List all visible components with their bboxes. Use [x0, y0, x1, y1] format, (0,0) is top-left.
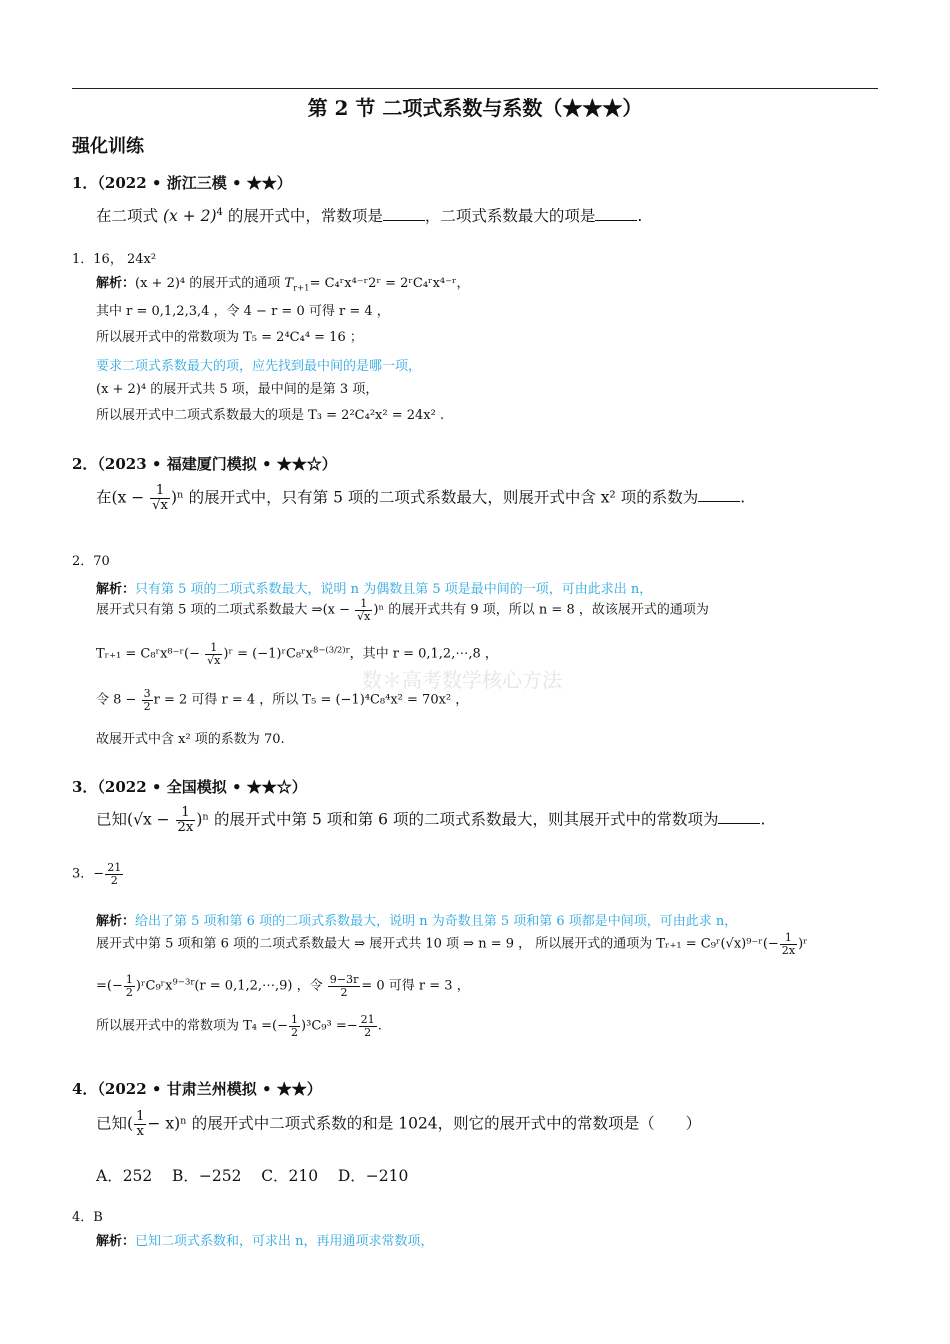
q1-solution-line-3: 所以展开式中的常数项为 T₅ = 2⁴C₄⁴ = 16 ；	[96, 330, 363, 345]
q4-stem: 已知( $\frac{1}{x}$ − x)ⁿ 的展开式中二项式系数的和是 1024，则它的展开式中的常数项是（ ）	[96, 1109, 702, 1139]
q2-stem: 在(x − $\frac{1}{√x}$ )ⁿ 的展开式中，只有第 5 项的二项式系数最大，则展开式中含 x² 项的系数为 .	[96, 483, 746, 513]
section-heading: 强化训练	[72, 136, 144, 157]
q4-stem-fraction: $\frac{1}{x}$	[136, 1109, 145, 1139]
q4-number: 4．（2022 • 甘肃兰州模拟 • ★★）	[72, 1080, 322, 1098]
q2-answer: 2．70	[72, 554, 110, 569]
top-rule	[72, 88, 878, 89]
q1-solution-line-5: 所以展开式中二项式系数最大的项是 T₃ = 2²C₄²x² = 24x² .	[96, 408, 445, 423]
page-title: 第 2 节 二项式系数与系数（★★★）	[307, 96, 643, 120]
q3-number: 3．（2022 • 全国模拟 • ★★☆）	[72, 778, 307, 796]
q3-l3-fraction-a: $\frac{1}{2}$	[291, 1013, 299, 1039]
q2-l1-fraction: $\frac{1}{√x}$	[357, 597, 371, 623]
q4-option-a: A．252	[96, 1167, 153, 1185]
q4-hint: 解析：已知二项式系数和，可求出 n，再用通项求常数项，	[96, 1234, 434, 1249]
q1-stem: 在二项式 $(x + 2)^4$ 的展开式中，常数项是 ，二项式系数最大的项是 .	[96, 206, 643, 225]
q2-solution-line-1: 展开式只有第 5 项的二项式系数最大 ⇒(x − $\frac{1}{√x}$ )ⁿ 的展开式共有 9 项，所以 n = 8 ，故该展开式的通项为	[96, 597, 709, 623]
q1-blank-2	[595, 208, 637, 221]
q3-l2-fraction-b: $\frac{9-3r}{2}$	[329, 973, 359, 999]
q2-stem-fraction: $\frac{1}{√x}$	[152, 483, 168, 513]
q3-stem: 已知(√x − $\frac{1}{2x}$ )ⁿ 的展开式中第 5 项和第 6 项的二项式系数最大，则其展开式中的常数项为 .	[96, 805, 766, 835]
q3-answer: 3．− $\frac{21}{2}$	[72, 861, 122, 887]
q3-solution-line-1: 展开式中第 5 项和第 6 项的二项式系数最大 ⇒ 展开式共 10 项 ⇒ n = 9 ， 所以展开式的通项为 Tᵣ₊₁ = C₉ʳ(√x)⁹⁻ʳ(− $\frac{1}{2x}$ )ʳ	[96, 931, 808, 957]
q4-option-d: D．−210	[337, 1167, 409, 1185]
q2-l3-fraction: $\frac{3}{2}$	[143, 687, 151, 713]
q2-solution-line-2: Tᵣ₊₁ = C₈ʳx⁸⁻ʳ(− $\frac{1}{√x}$ )ʳ = (−1)ʳC₈ʳx$^{8-(3/2)r}$，其中 r = 0,1,2,⋯,8 ，	[96, 641, 498, 667]
q3-solution-line-3: 所以展开式中的常数项为 T₄ =(− $\frac{1}{2}$ )³C₉³ =− $\frac{21}{2}$ .	[96, 1013, 382, 1039]
q4-answer: 4．B	[72, 1210, 103, 1225]
q2-number: 2．（2023 • 福建厦门模拟 • ★★☆）	[72, 455, 337, 473]
q2-solution-line-3: 令 8 − $\frac{3}{2}$ r = 2 可得 r = 4 ，所以 T₅ = (−1)⁴C₈⁴x² = 70x² ，	[96, 687, 469, 713]
q3-stem-fraction: $\frac{1}{2x}$	[177, 805, 194, 835]
q3-solution-line-2: =(− $\frac{1}{2}$ )ʳC₉ʳx$^{9-3r}$(r = 0,1,2,⋯,9) ，令 $\frac{9-3r}{2}$ = 0 可得 r = 3 ，	[96, 973, 470, 999]
q3-hint: 解析：给出了第 5 项和第 6 项的二项式系数最大，说明 n 为奇数且第 5 项和第 6 项都是中间项，可由此求 n，	[96, 914, 738, 929]
q3-l2-fraction-a: $\frac{1}{2}$	[125, 973, 133, 999]
q3-blank	[718, 811, 760, 824]
q1-answer: 1．16， 24x²	[72, 252, 157, 267]
q4-option-b: B．−252	[172, 1167, 242, 1185]
q4-options	[96, 1164, 408, 1186]
q3-l3-fraction-b: $\frac{21}{2}$	[360, 1013, 375, 1039]
q1-solution-line-2: 其中 r = 0,1,2,3,4 ，令 4 − r = 0 可得 r = 4 ，	[96, 304, 390, 319]
q1-hint: 要求二项式系数最大的项，应先找到最中间的是哪一项，	[96, 359, 422, 374]
q3-answer-fraction: $\frac{21}{2}$	[107, 861, 122, 887]
q2-solution-line-4: 故展开式中含 x² 项的系数为 70.	[96, 732, 285, 747]
q1-blank-1	[383, 208, 425, 221]
q1-solution-line-1: 解析：(x + 2)⁴ 的展开式的通项 $T_{r+1}=$ C₄ʳx⁴⁻ʳ2ʳ = 2ʳC₄ʳx⁴⁻ʳ，	[96, 276, 470, 293]
q4-option-c: C．210	[261, 1167, 319, 1185]
q2-l2-fraction: $\frac{1}{√x}$	[207, 641, 221, 667]
watermark: 数＊高考数学核心方法	[362, 668, 562, 692]
q1-number: 1．（2022 • 浙江三模 • ★★）	[72, 174, 292, 192]
q1-solution-line-4: (x + 2)⁴ 的展开式共 5 项，最中间的是第 3 项，	[96, 382, 379, 397]
q2-hint: 解析：只有第 5 项的二项式系数最大，说明 n 为偶数且第 5 项是最中间的一项，可由此求出 n，	[96, 582, 653, 597]
q3-l1-fraction: $\frac{1}{2x}$	[781, 931, 796, 957]
q2-blank	[698, 489, 740, 502]
